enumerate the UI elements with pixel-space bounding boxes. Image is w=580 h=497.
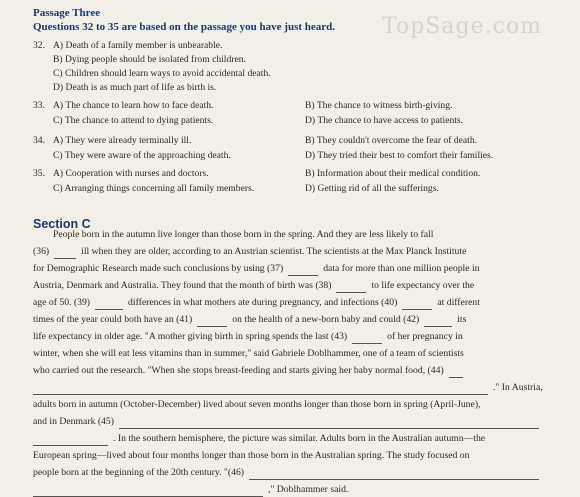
passage-line: . In the southern hemisphere, the picture was similar. Adults born in the Australian autumn—the (33, 429, 563, 446)
question-32-option-c[interactable]: C) Children should learn ways to avoid accidental death. (53, 68, 271, 79)
passage-line: life expectancy in older age. "A mother giving birth in spring spends the last (43) of her pregnancy in (33, 331, 463, 343)
question-35-option-c[interactable]: C) Arranging things concerning all family members. (53, 183, 255, 194)
question-number: 35. (33, 168, 45, 179)
blank-40[interactable] (402, 300, 432, 310)
blank-41[interactable] (197, 317, 227, 327)
passage-line: Austria, Denmark and Australia. They found that the month of birth was (38) to life expectancy over the (33, 280, 475, 292)
question-32-option-a[interactable]: 32. A) Death of a family member is unbearable. (33, 40, 223, 51)
blank-42[interactable] (424, 317, 452, 327)
blank-45-start[interactable] (119, 419, 539, 429)
question-34-option-d[interactable]: D) They tried their best to comfort their families. (305, 150, 494, 161)
question-35-option-b[interactable]: B) Information about their medical condition. (305, 168, 481, 179)
blank-46-start[interactable] (249, 470, 539, 480)
passage-line: people born at the beginning of the 20th century. "(46) (33, 463, 563, 480)
watermark: TopSage.com (382, 14, 543, 39)
section-title: Section C (33, 217, 91, 231)
passage-line: times of the year could both have an (41) on the health of a new-born baby and could (42) its (33, 314, 467, 326)
blank-45[interactable] (33, 436, 108, 446)
question-32-option-d[interactable]: D) Death is as much part of life as birth is. (53, 82, 217, 93)
question-34-option-a[interactable]: 34. A) They were already terminally ill. (33, 135, 192, 146)
question-33-option-b[interactable]: B) The chance to witness birth-giving. (305, 100, 453, 111)
question-35-option-a[interactable]: 35. A) Cooperation with nurses and doctors. (33, 168, 209, 179)
passage-line: and in Denmark (45) (33, 412, 563, 429)
question-32-option-b[interactable]: B) Dying people should be isolated from children. (53, 54, 246, 65)
question-number: 34. (33, 135, 45, 146)
blank-43[interactable] (352, 334, 382, 344)
passage-line: for Demographic Research made such conclusions by using (37) data for more than one million people in (33, 263, 480, 275)
blank-39[interactable] (95, 300, 123, 310)
question-34-option-b[interactable]: B) They couldn't overcome the fear of death. (305, 135, 478, 146)
blank-44[interactable] (33, 385, 488, 395)
question-33-option-a[interactable]: 33. A) The chance to learn how to face death. (33, 100, 214, 111)
passage-line: People born in the autumn live longer than those born in the spring. And they are less likely to fall (53, 229, 434, 241)
question-33-option-d[interactable]: D) The chance to have access to patients. (305, 115, 464, 126)
passage-title: Passage Three (33, 7, 101, 19)
cloze-passage (33, 225, 563, 497)
blank-37[interactable] (288, 266, 318, 276)
passage-line: winter, when she will eat less vitamins than in summer," said Gabriele Doblhammer, one of a team of scientists (33, 348, 464, 360)
blank-46[interactable] (33, 487, 263, 497)
question-number: 32. (33, 40, 45, 51)
passage-line: adults born in autumn (October-December) lived about seven months longer than those born in spring (April-June), (33, 399, 481, 411)
passage-line: (36) ill when they are older, according to an Austrian scientist. The scientists at the Max Planck Institute (33, 246, 467, 258)
blank-38[interactable] (336, 283, 366, 293)
blank-36[interactable] (54, 249, 76, 259)
instructions: Questions 32 to 35 are based on the passage you have just heard. (33, 21, 336, 33)
question-34-option-c[interactable]: C) They were aware of the approaching death. (53, 150, 231, 161)
question-number: 33. (33, 100, 45, 111)
passage-line: who carried out the research. "When she stops breast-feeding and starts giving her baby normal food, (44) (33, 361, 563, 378)
passage-line: ." In Austria, (33, 378, 563, 395)
question-35-option-d[interactable]: D) Getting rid of all the sufferings. (305, 183, 439, 194)
passage-line: ," Doblhammer said. (33, 480, 563, 497)
passage-line: age of 50. (39) differences in what mothers ate during pregnancy, and infections (40) at different (33, 297, 480, 309)
blank-44-start[interactable] (449, 368, 463, 378)
passage-line: European spring—lived about four months longer than those born in the Australian spring. The study focused on (33, 450, 470, 462)
question-33-option-c[interactable]: C) The chance to attend to dying patients. (53, 115, 214, 126)
